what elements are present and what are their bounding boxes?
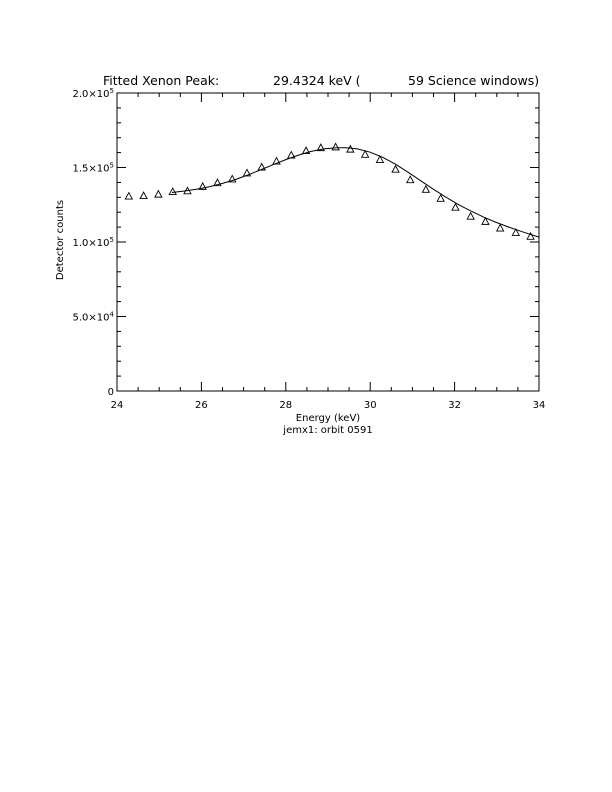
- data-point: [169, 188, 176, 195]
- x-tick-label: 24: [110, 400, 124, 411]
- x-axis-label: Energy (keV): [295, 413, 361, 424]
- y-tick-mantissa: 1.5×10: [72, 163, 110, 175]
- y-tick-mantissa: 5.0×10: [72, 312, 110, 324]
- data-point: [332, 143, 339, 150]
- y-tick-label: [73, 311, 115, 324]
- x-tick-label: 32: [448, 400, 461, 411]
- plot-frame: [117, 93, 539, 391]
- chart-title-windows: 59 Science windows): [408, 73, 540, 88]
- data-point: [140, 192, 147, 199]
- y-tick-exponent: 4: [109, 310, 114, 319]
- fit-curve: [172, 148, 539, 237]
- data-point: [497, 225, 504, 232]
- x-tick-label: 26: [195, 400, 208, 411]
- y-tick-exponent: 5: [109, 161, 114, 170]
- y-tick-label: [108, 387, 114, 398]
- data-point: [467, 213, 474, 220]
- y-tick-label: [73, 162, 114, 175]
- chart-subtitle: jemx1: orbit 0591: [283, 425, 373, 436]
- data-point: [392, 166, 399, 173]
- y-tick-exponent: 5: [109, 236, 114, 244]
- y-tick-exponent: 5: [109, 87, 114, 95]
- y-axis-label: Detector counts: [55, 199, 66, 281]
- x-tick-label: 28: [279, 400, 293, 411]
- x-tick-label: 34: [532, 400, 546, 411]
- y-tick-mantissa: 0: [107, 387, 114, 398]
- y-tick-label: [73, 236, 114, 249]
- y-tick-label: [73, 87, 114, 100]
- y-tick-mantissa: 1.0×10: [72, 238, 110, 249]
- chart-title-label: Fitted Xenon Peak:: [103, 73, 220, 88]
- data-point: [422, 186, 429, 193]
- data-point: [155, 191, 162, 198]
- chart-title-energy: 29.4324 keV (: [273, 73, 361, 88]
- x-tick-label: 30: [363, 400, 377, 411]
- y-tick-mantissa: 2.0×10: [72, 89, 110, 100]
- data-point: [407, 176, 414, 183]
- data-point: [125, 193, 132, 200]
